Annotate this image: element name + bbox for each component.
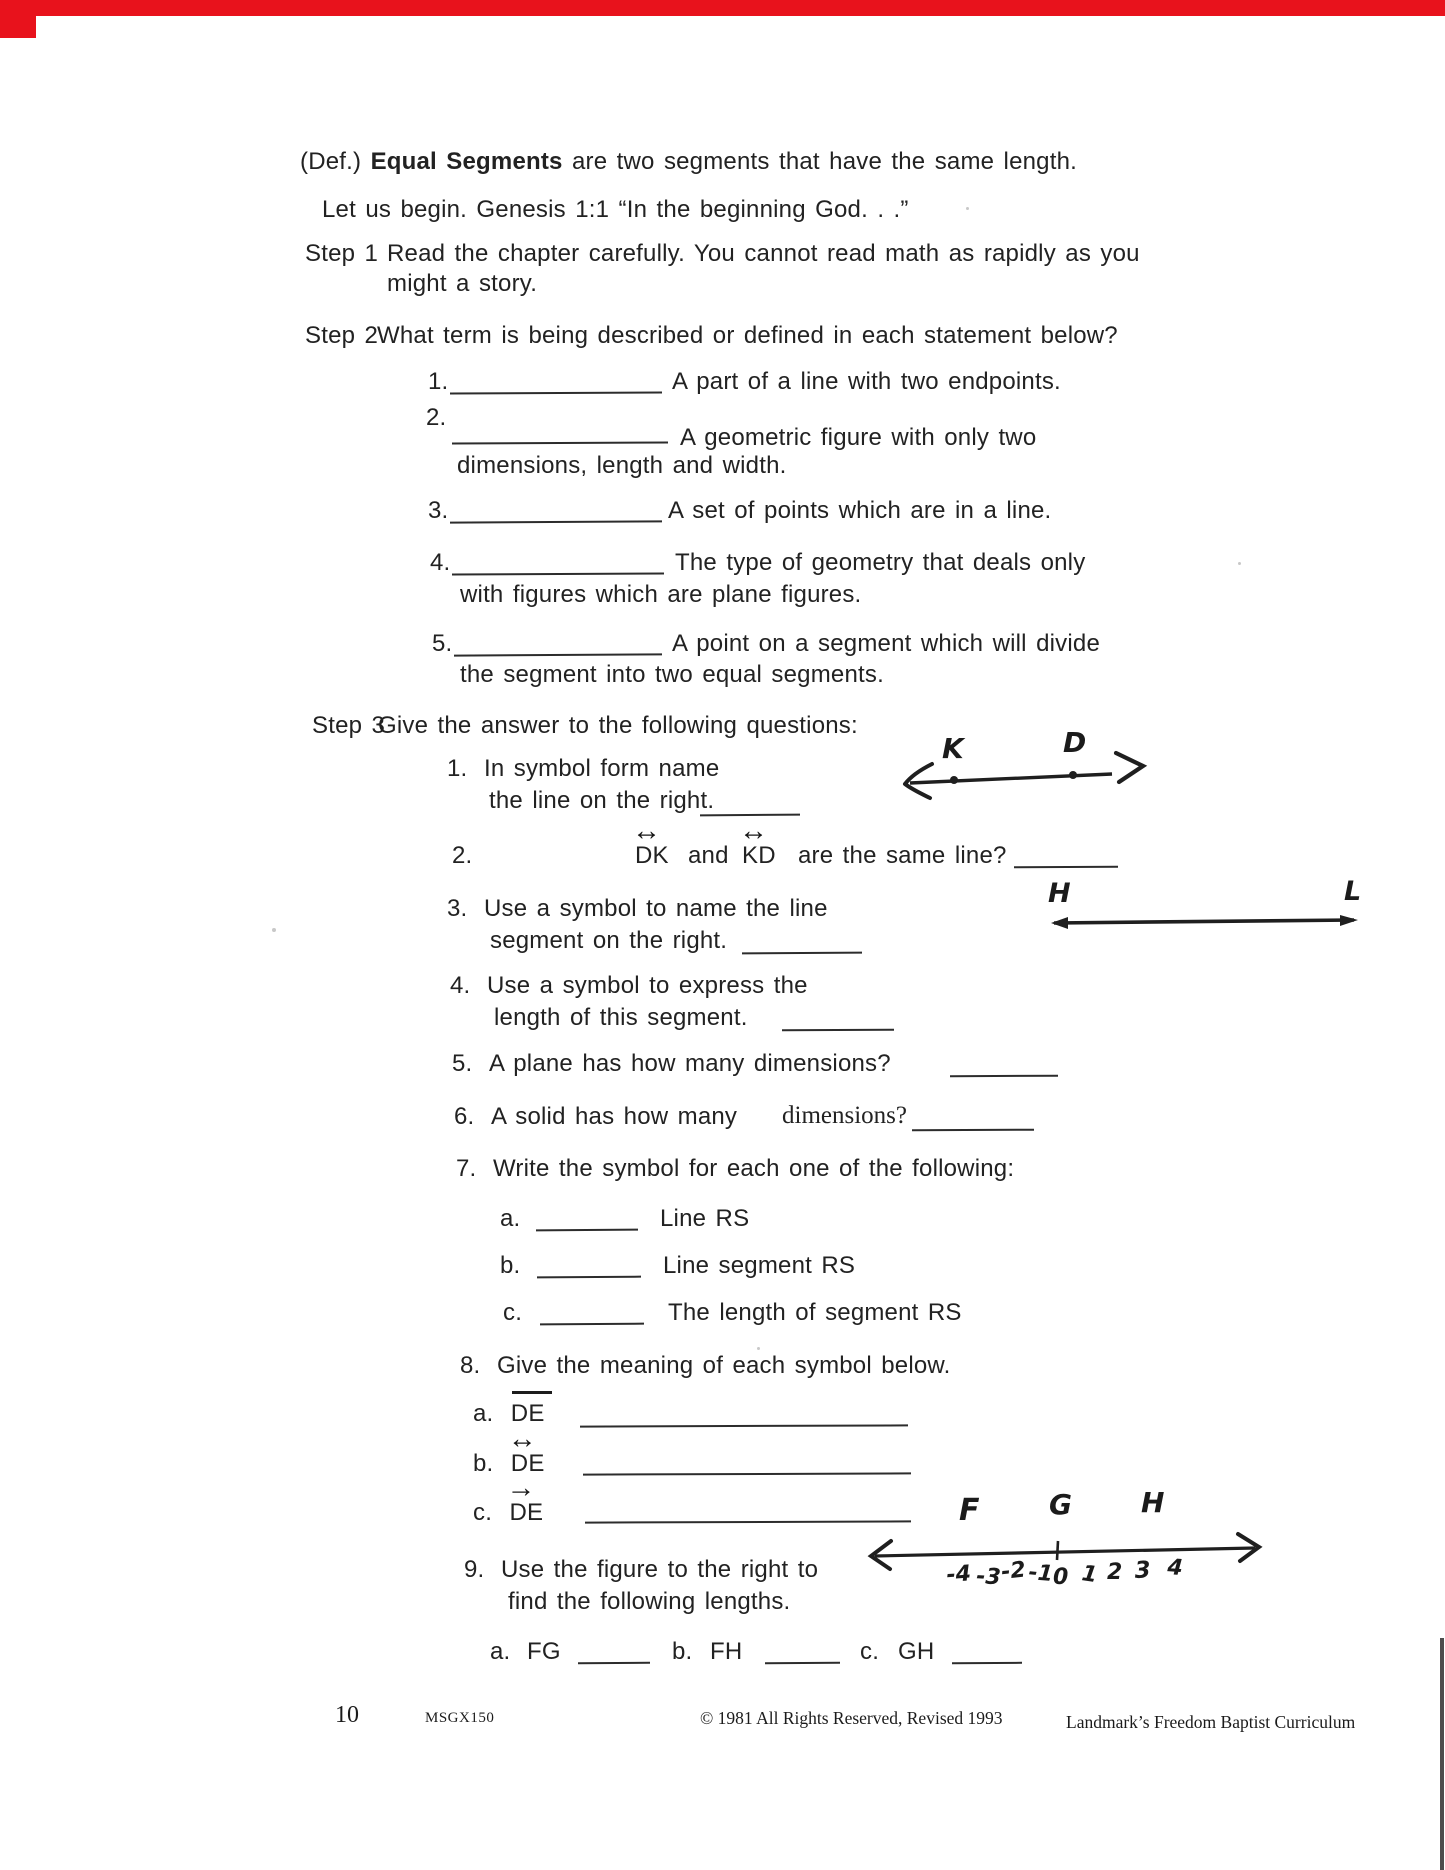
q9-item-label: GH bbox=[898, 1638, 935, 1665]
answer-blank bbox=[450, 391, 662, 394]
step1-text-line1: Read the chapter carefully. You cannot read math as rapidly as you bbox=[387, 240, 1140, 267]
tick-label: -4 bbox=[945, 1561, 972, 1588]
point-d-label: D bbox=[1063, 726, 1087, 759]
scan-speck bbox=[272, 928, 276, 932]
step2-item-desc: A point on a segment which will divide bbox=[672, 630, 1100, 657]
step2-label: Step 2 bbox=[305, 322, 379, 349]
q9-item-label: FH bbox=[710, 1638, 743, 1665]
definition-term: Equal Segments bbox=[370, 148, 563, 175]
step2-item-cont: with figures which are plane figures. bbox=[460, 581, 862, 608]
intro-line: Let us begin. Genesis 1:1 “In the beginning God. . .” bbox=[322, 196, 909, 223]
q9-number: 9. bbox=[464, 1556, 485, 1583]
q8-item-symbol: DE bbox=[510, 1400, 545, 1427]
q7-number: 7. bbox=[456, 1155, 477, 1182]
q8-item-symbol: DE bbox=[510, 1450, 545, 1477]
double-arrow-icon: ↔ bbox=[507, 1423, 537, 1455]
q9-item-letter: a. bbox=[490, 1638, 511, 1665]
double-arrow-icon: ↔ bbox=[632, 815, 662, 847]
point-l-label: L bbox=[1344, 876, 1362, 907]
definition-line bbox=[300, 148, 1077, 176]
point-f-label: F bbox=[959, 1493, 980, 1528]
q7-item-label: Line RS bbox=[660, 1205, 750, 1232]
answer-blank bbox=[452, 442, 668, 445]
step2-item-cont: dimensions, length and width. bbox=[457, 452, 787, 479]
q4-line1: Use a symbol to express the bbox=[487, 972, 808, 999]
q7-item-letter: a. bbox=[500, 1205, 521, 1232]
tick-label: -3 bbox=[975, 1564, 1002, 1591]
q8-item-symbol: DE bbox=[509, 1499, 544, 1526]
q3-number: 3. bbox=[447, 895, 468, 922]
q8-item-letter: a. bbox=[473, 1400, 494, 1427]
zero-tick bbox=[1057, 1541, 1058, 1560]
answer-blank bbox=[912, 1129, 1034, 1132]
q8-item-letter: b. bbox=[473, 1450, 494, 1477]
q6-number: 6. bbox=[454, 1103, 475, 1130]
step1-text-line2: might a story. bbox=[387, 270, 538, 297]
number-line-figure bbox=[855, 1486, 1275, 1594]
scan-edge-line bbox=[1440, 1638, 1444, 1870]
answer-blank bbox=[578, 1662, 650, 1665]
top-red-stripe bbox=[0, 0, 1445, 16]
q9-item-label: FG bbox=[527, 1638, 561, 1665]
q2-number: 2. bbox=[452, 842, 473, 869]
point-d-dot bbox=[1069, 771, 1077, 779]
q7-item-letter: b. bbox=[500, 1252, 521, 1279]
answer-blank bbox=[952, 1662, 1022, 1664]
tick-label: 1 bbox=[1080, 1561, 1099, 1589]
point-k-dot bbox=[950, 776, 958, 784]
step2-item-desc: A set of points which are in a line. bbox=[668, 497, 1052, 524]
step2-item-desc: A geometric figure with only two bbox=[680, 424, 1037, 451]
step1-label: Step 1 bbox=[305, 240, 379, 267]
tick-label: 2 bbox=[1107, 1560, 1123, 1585]
q2-rest: are the same line? bbox=[798, 842, 1007, 869]
definition-prefix: (Def.) bbox=[300, 148, 362, 175]
tick-label: 0 bbox=[1053, 1565, 1069, 1590]
q9-line1: Use the figure to the right to bbox=[501, 1556, 819, 1583]
q3-line1: Use a symbol to name the line bbox=[484, 895, 828, 922]
answer-blank bbox=[782, 1029, 894, 1032]
q4-line2: length of this segment. bbox=[494, 1004, 748, 1031]
point-h-label: H bbox=[1048, 878, 1071, 909]
step2-item-number: 2. bbox=[426, 404, 447, 431]
point-k-label: K bbox=[942, 732, 964, 765]
step2-item-cont: the segment into two equal segments. bbox=[460, 661, 884, 688]
q2-symbol-dk: ↔ DK bbox=[632, 815, 669, 869]
step3-label: Step 3 bbox=[312, 712, 386, 739]
top-left-red-block bbox=[0, 0, 36, 38]
q5-number: 5. bbox=[452, 1050, 473, 1077]
page-number: 10 bbox=[335, 1702, 359, 1728]
answer-blank bbox=[537, 1276, 641, 1279]
step2-item-number: 5. bbox=[432, 630, 453, 657]
answer-blank bbox=[580, 1424, 908, 1427]
tick-label: -1 bbox=[1027, 1560, 1055, 1588]
q7-text: Write the symbol for each one of the following: bbox=[493, 1155, 1015, 1182]
answer-blank bbox=[454, 653, 662, 656]
q4-number: 4. bbox=[450, 972, 471, 999]
q3-line2: segment on the right. bbox=[490, 927, 728, 954]
answer-blank bbox=[452, 572, 664, 575]
double-arrow-icon: ↔ bbox=[739, 815, 769, 847]
footer-publisher: Landmark’s Freedom Baptist Curriculum bbox=[1066, 1712, 1356, 1732]
answer-blank bbox=[950, 1075, 1058, 1078]
segment-hl-figure bbox=[1030, 876, 1375, 938]
line-kd-figure bbox=[880, 726, 1160, 810]
q8-text: Give the meaning of each symbol below. bbox=[497, 1352, 951, 1379]
answer-blank bbox=[1014, 866, 1118, 869]
tick-label: 4 bbox=[1166, 1555, 1184, 1582]
step2-item-number: 1. bbox=[428, 368, 449, 395]
q2-conjunction: and bbox=[688, 842, 729, 869]
q8-number: 8. bbox=[460, 1352, 481, 1379]
step2-prompt: What term is being described or defined in each statement below? bbox=[377, 322, 1118, 349]
answer-blank bbox=[583, 1472, 911, 1475]
q6-text: A solid has how many bbox=[491, 1103, 738, 1130]
step2-item-number: 4. bbox=[430, 549, 451, 576]
right-endpoint-icon bbox=[1340, 915, 1358, 926]
answer-blank bbox=[450, 520, 662, 523]
footer-code: MSGX150 bbox=[425, 1710, 495, 1726]
footer-copyright: © 1981 All Rights Reserved, Revised 1993 bbox=[700, 1708, 1003, 1728]
q9-item-letter: b. bbox=[672, 1638, 693, 1665]
answer-blank bbox=[742, 952, 862, 955]
answer-blank bbox=[536, 1229, 638, 1232]
scan-speck bbox=[966, 207, 969, 210]
tick-label: -2 bbox=[1000, 1557, 1027, 1585]
q8-item-c bbox=[473, 1472, 544, 1527]
segment-bar-icon bbox=[512, 1391, 552, 1394]
q8-item-letter: c. bbox=[473, 1499, 493, 1526]
q6-text-serif: dimensions? bbox=[782, 1102, 907, 1129]
point-g-label: G bbox=[1049, 1488, 1072, 1521]
q9-line2: find the following lengths. bbox=[508, 1588, 791, 1615]
definition-rest: are two segments that have the same length. bbox=[571, 148, 1078, 175]
tick-label: 3 bbox=[1133, 1557, 1152, 1584]
answer-blank bbox=[765, 1662, 840, 1664]
q7-item-label: Line segment RS bbox=[663, 1252, 856, 1279]
q7-item-label: The length of segment RS bbox=[668, 1299, 962, 1326]
step2-item-desc: A part of a line with two endpoints. bbox=[672, 368, 1061, 395]
step2-item-desc: The type of geometry that deals only bbox=[675, 549, 1086, 576]
step2-item-number: 3. bbox=[428, 497, 449, 524]
q7-item-letter: c. bbox=[503, 1299, 523, 1326]
scan-speck bbox=[1238, 562, 1241, 565]
q5-text: A plane has how many dimensions? bbox=[489, 1050, 891, 1077]
scan-speck bbox=[757, 1347, 760, 1350]
step3-prompt: Give the answer to the following questions: bbox=[378, 712, 858, 739]
q1-line1: In symbol form name bbox=[484, 755, 720, 782]
right-arrowhead-icon bbox=[1116, 753, 1143, 782]
right-arrow-icon: → bbox=[506, 1472, 536, 1504]
q1-number: 1. bbox=[447, 755, 468, 782]
left-endpoint-icon bbox=[1051, 917, 1068, 929]
q9-item-letter: c. bbox=[860, 1638, 880, 1665]
q1-line2: the line on the right. bbox=[489, 787, 715, 814]
answer-blank bbox=[540, 1323, 644, 1326]
q2-symbol-kd: ↔ KD bbox=[739, 815, 776, 869]
point-h-label: H bbox=[1141, 1486, 1165, 1519]
